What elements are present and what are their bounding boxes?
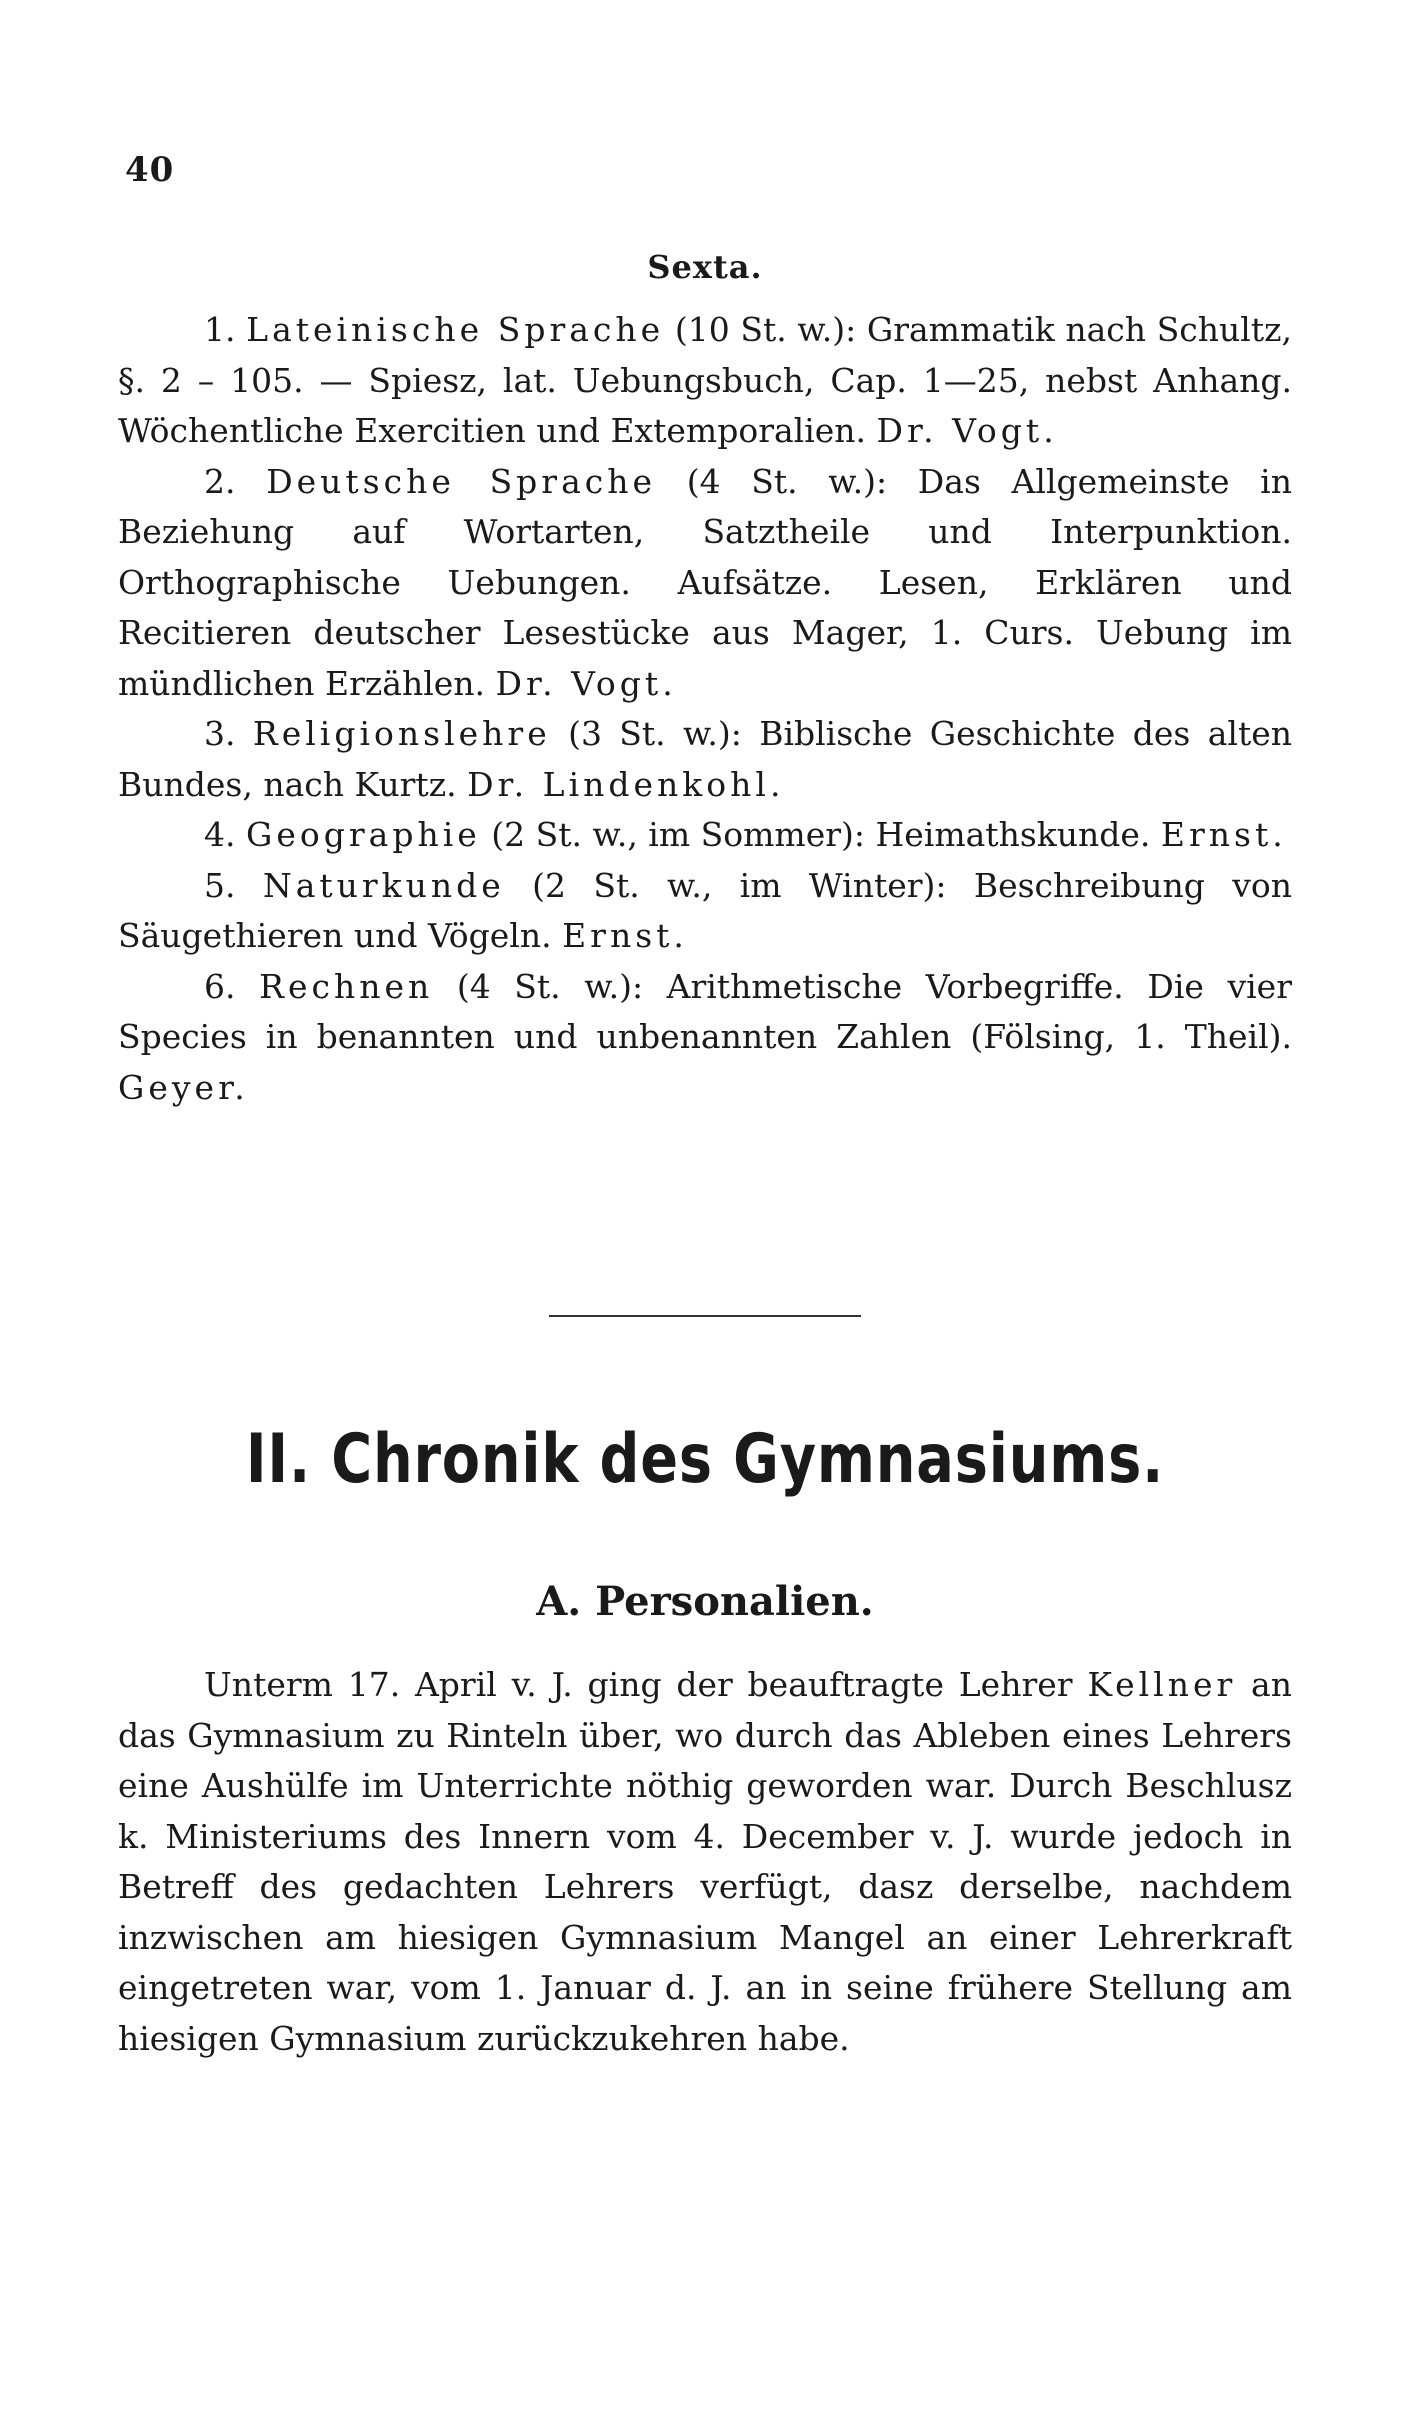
- course-number: 5.: [204, 865, 236, 905]
- course-subject: Rechnen: [259, 966, 434, 1006]
- course-description: (3 St. w.): Biblische Geschichte des alten Bundes, nach Kurtz.: [118, 714, 1292, 804]
- course-description: (2 St. w., im Winter): Beschreibung von Säugethieren und Vögeln.: [118, 865, 1292, 955]
- course-teacher: Ernst.: [1160, 815, 1287, 854]
- course-subject: Geographie: [246, 815, 481, 854]
- teacher-name: Kellner: [1087, 1665, 1237, 1704]
- course-number: 4.: [204, 815, 236, 854]
- course-item: [118, 457, 1292, 710]
- course-number: 1.: [204, 310, 236, 349]
- course-item: [118, 962, 1292, 1114]
- section-heading-sexta: Sexta.: [647, 248, 763, 286]
- personalien-section: [118, 1660, 1292, 2064]
- course-description: (4 St. w.): Arithmetische Vorbegriffe. Die vier Species in benannten und unbenannten Zahlen (Fölsing, 1. Theil).: [118, 966, 1292, 1056]
- personalien-paragraph: [118, 1660, 1292, 2064]
- course-subject: Religionslehre: [252, 714, 551, 753]
- section-divider: [549, 1315, 861, 1317]
- course-teacher: Geyer.: [118, 1067, 249, 1107]
- course-item: [118, 305, 1292, 457]
- course-item: [118, 861, 1292, 962]
- course-number: 3.: [204, 714, 236, 753]
- course-teacher: Dr. Vogt.: [876, 411, 1058, 450]
- course-teacher: Dr. Vogt.: [495, 663, 677, 703]
- course-item: [118, 810, 1292, 861]
- course-teacher: Dr. Lindenkohl.: [467, 764, 785, 804]
- subsection-heading: A. Personalien.: [536, 1578, 874, 1625]
- course-item: [118, 709, 1292, 810]
- page-number: 40: [125, 150, 175, 190]
- course-description: (2 St. w., im Sommer): Heimathskunde.: [480, 815, 1161, 854]
- course-subject: Lateinische Sprache: [246, 310, 665, 349]
- course-teacher: Ernst.: [562, 916, 688, 955]
- course-subject: Naturkunde: [262, 865, 505, 905]
- chapter-heading: II. Chronik des Gymnasiums.: [245, 1420, 1165, 1499]
- course-number: 2.: [204, 461, 236, 501]
- personalien-intro: Unterm 17. April v. J. ging der beauftragte Lehrer: [204, 1665, 1088, 1704]
- course-description: (4 St. w.): Das Allgemeinste in Beziehung auf Wortarten, Satztheile und Interpunktion. Orthographische Uebungen. Aufsätze. Lesen, Erklären und Recitieren deutscher Lesestücke aus Mager, 1. Curs. Uebung im mündlichen Erzählen.: [118, 461, 1292, 703]
- course-number: 6.: [204, 966, 236, 1006]
- course-list: [118, 305, 1292, 1113]
- course-subject: Deutsche Sprache: [266, 461, 657, 501]
- course-description: (10 St. w.): Grammatik nach Schultz, §. 2 – 105. — Spiesz, lat. Uebungsbuch, Cap. 1—25, nebst Anhang. Wöchentliche Exercitien und Extemporalien.: [118, 310, 1292, 450]
- personalien-body: an das Gymnasium zu Rinteln über, wo durch das Ableben eines Lehrers eine Aushülfe im Unterrichte nöthig geworden war. Durch Beschlusz k. Ministeriums des Innern vom 4. December v. J. wurde jedoch in Betreff des gedachten Lehrers verfügt, dasz derselbe, nachdem inzwischen am hiesigen Gymnasium Mangel an einer Lehrerkraft eingetreten war, vom 1. Januar d. J. an in seine frühere Stellung am hiesigen Gymnasium zurückzukehren habe.: [118, 1665, 1292, 2058]
